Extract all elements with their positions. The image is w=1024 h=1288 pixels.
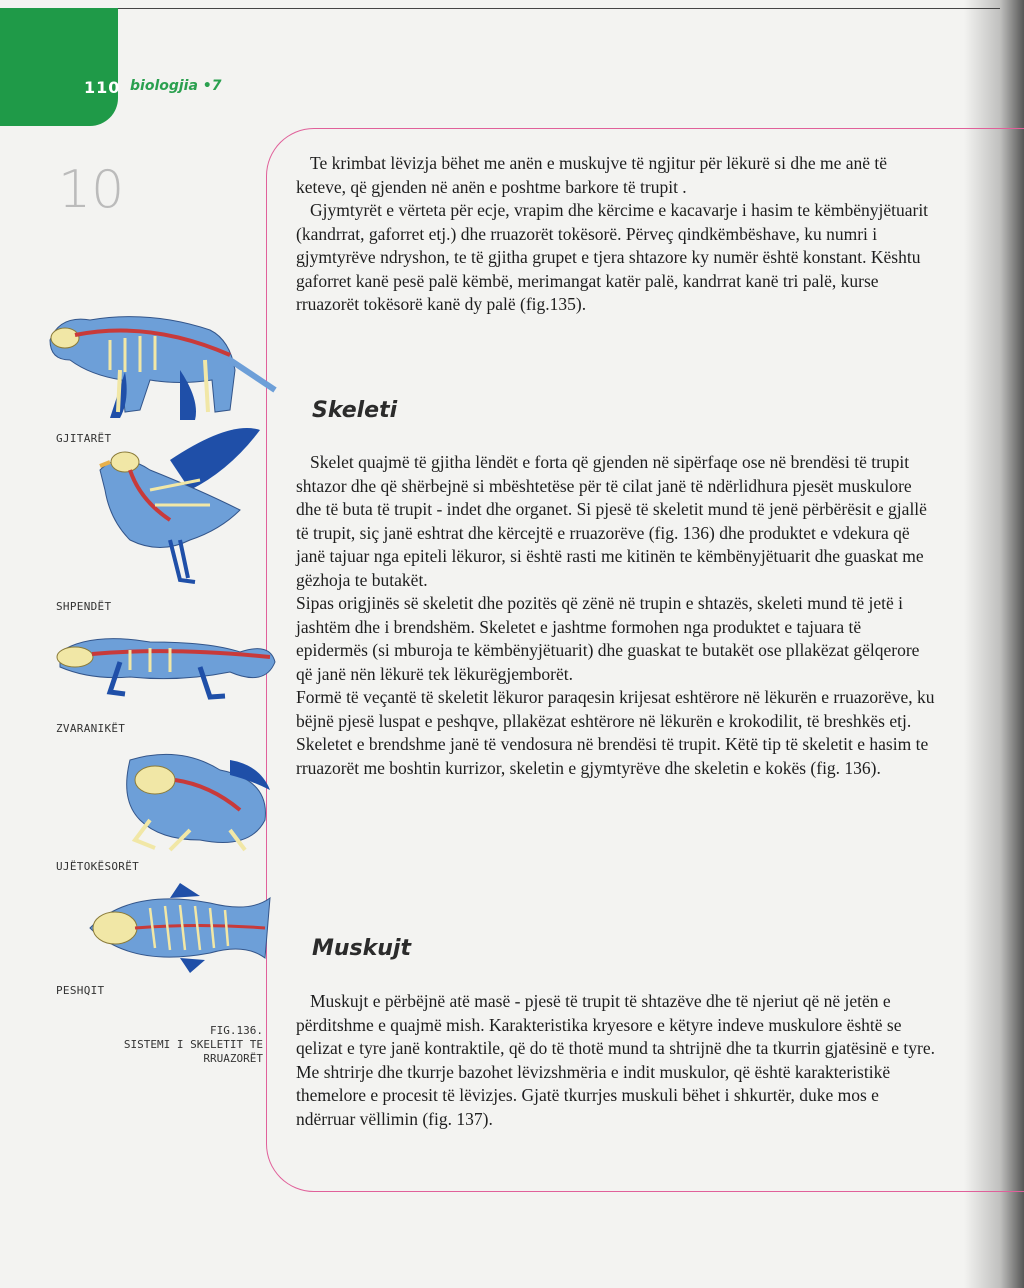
skeleti-text [296,451,936,780]
label-reptiles: ZVARANIKËT [56,722,126,735]
muskujt-text [296,990,936,1131]
heading-muskujt: Muskujt [312,936,411,961]
label-fish: PESHQIT [56,984,105,997]
caption-line-2: RRUAZORËT [203,1052,263,1065]
subject-label: biologjia •7 [130,78,222,94]
reptile-skeleton-illustration [30,612,280,712]
skeleti-paragraph-1: Skelet quajmë të gjitha lëndët e forta që gjenden në sipërfaqe ose në brendësi të trupit shtazor dhe që shërbejnë si mbështetëse për të cilat janë të ndërlidhura pjesët muskulore dhe të buta të trupit - indet dhe organet. Si pjesë të skeletit mund të jenë përbërësit e gjallë të trupit, siç janë eshtrat dhe kërcejtë e rruazorëve (fig. 136) dhe produktet e vdekura që janë tajuar nga epiteli lëkuror, si është rasti me kitinën te këmbënyjëtuarit dhe guaskat me gëzhoja te butakët. [296,452,927,590]
caption-number: FIG.136. [210,1024,263,1037]
label-birds: SHPENDËT [56,600,112,613]
skeleti-paragraph-2: Sipas origjinës së skeletit dhe pozitës që zënë në trupin e shtazës, skeleti mund të jetë i jashtëm dhe i brendshëm. Skeletet e jashtme formohen nga produktet e tajuara të epidermës (si mburoja te këmbënyjëtuarit) dhe guaskat te butakët ose pllakëzat gëlqerore që janë nën lëkurë tek lëkurëgjemborët. [296,593,920,684]
skeleti-paragraph-3: Formë të veçantë të skeletit lëkuror paraqesin krijesat eshtërore në lëkurën e rruazorëve, ku bëjnë pjesë luspat e peshqve, pllakëzat eshtërore në lëkurën e krokodilit, të breshkës etj. [296,687,935,731]
skeleti-paragraph-4: Skeletet e brendshme janë të vendosura në brendësi të trupit. Këtë tip të skeletit e hasim te rruazorët me boshtin kurrizor, skeletin e gjymtyrëve dhe skeletin e kokës (fig. 136). [296,734,929,778]
muskujt-paragraph-1: Muskujt e përbëjnë atë masë - pjesë të trupit të shtazëve dhe të njeriut që në jetën e përditshme e quajmë mish. Karakteristika kryesore e këtyre indeve muskulore është se qelizat e tyre janë kontraktile, që do të thotë mund ta shtrijnë dhe ta tkurrin gjatësinë e tyre. Me shtrirje dhe tkurrje bazohet lëvizshmëria e indit muskulor, që është karakteristikë themelore e procesit të lëvizjes. Gjatë tkurrjes muskuli bëhet i shkurtër, duke mos e ndërruar vëllimin (fig. 137). [296,991,936,1129]
figure-caption [60,1024,263,1066]
amphibian-skeleton-illustration [30,740,280,860]
handwritten-note: 10 [58,160,125,220]
top-rule [0,8,1000,9]
page-number-tab [0,8,121,126]
fish-skeleton-illustration [30,878,280,978]
caption-line-1: SISTEMI I SKELETIT TE [123,1038,263,1051]
page-number: 110 [84,78,121,97]
label-mammals: GJITARËT [56,432,112,445]
bird-skeleton-illustration [30,420,280,590]
intro-text [296,152,936,317]
intro-paragraph-1: Te krimbat lëvizja bëhet me anën e muskujve të ngjitur për lëkurë si dhe me anë të keteve, që gjenden në anën e poshtme barkore të trupit . [296,153,888,197]
label-amphibians: UJËTOKËSORËT [56,860,140,873]
heading-skeleti: Skeleti [312,398,398,423]
mammal-skeleton-illustration [30,300,280,430]
intro-paragraph-2: Gjymtyrët e vërteta për ecje, vrapim dhe kërcime e kacavarje i hasim te këmbënyjëtuarit (kandrrat, gaforret etj.) dhe rruazorët tokësorë. Përveç qindkëmbëshave, ku numri i gjymtyrëve ndryshon, te të gjitha grupet e tjera shtazore ky numër është konstant. Kështu gaforret kanë pesë palë këmbë, merimangat katër palë, kandrrat kanë tri palë, kurse rruazorët tokësorë kanë dy palë (fig.135). [296,200,929,314]
